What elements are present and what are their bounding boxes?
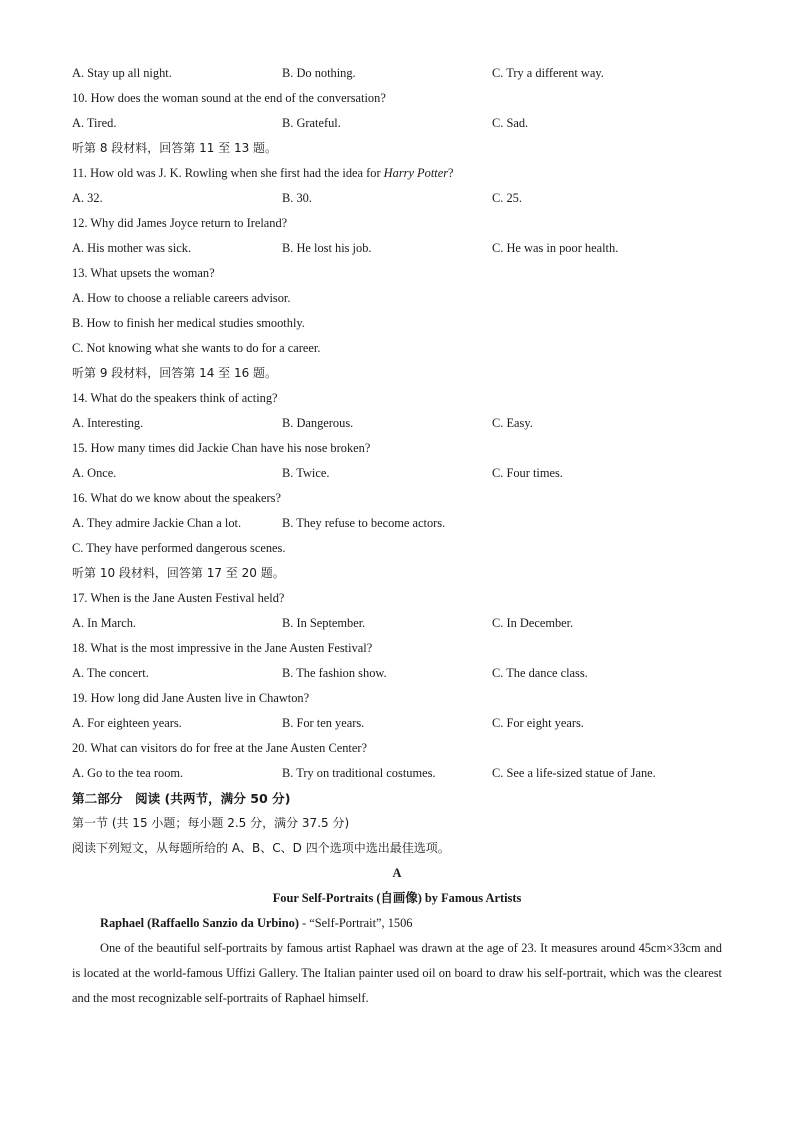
- reading-section-1: 第一节 (共 15 小题；每小题 2.5 分，满分 37.5 分): [72, 816, 350, 830]
- q18-option-c[interactable]: C. The dance class.: [492, 666, 588, 680]
- q9-option-a[interactable]: A. Stay up all night.: [72, 66, 172, 80]
- q15-option-b[interactable]: B. Twice.: [282, 466, 330, 480]
- material-10-instruction: 听第 10 段材料，回答第 17 至 20 题。: [72, 566, 285, 580]
- q13-option-b[interactable]: B. How to finish her medical studies smoothly.: [72, 316, 305, 330]
- q15-option-c[interactable]: C. Four times.: [492, 466, 563, 480]
- q20-option-a[interactable]: A. Go to the tea room.: [72, 766, 184, 780]
- q20-options: [72, 761, 722, 786]
- passage-letter: A: [392, 866, 402, 880]
- q11-book-title: Harry Potter: [383, 166, 449, 180]
- q11-question: [72, 161, 722, 186]
- q9-option-c[interactable]: C. Try a different way.: [492, 66, 604, 80]
- q18-option-b[interactable]: B. The fashion show.: [282, 666, 387, 680]
- q11-option-c[interactable]: C. 25.: [492, 191, 522, 205]
- q17-option-b[interactable]: B. In September.: [282, 616, 366, 630]
- reading-part-title: 第二部分 阅读 (共两节，满分 50 分): [72, 791, 291, 806]
- q17-question: 17. When is the Jane Austen Festival held?: [72, 591, 285, 605]
- q10-option-c[interactable]: C. Sad.: [492, 116, 529, 130]
- q18-option-a[interactable]: A. The concert.: [72, 666, 149, 680]
- q16-option-c[interactable]: C. They have performed dangerous scenes.: [72, 541, 286, 555]
- q13-option-c[interactable]: C. Not knowing what she wants to do for a career.: [72, 341, 321, 355]
- exam-page: [72, 61, 722, 1011]
- q19-option-a[interactable]: A. For eighteen years.: [72, 716, 182, 730]
- q15-options: [72, 461, 722, 486]
- q13-option-a[interactable]: A. How to choose a reliable careers advisor.: [72, 291, 291, 305]
- q9-option-b[interactable]: B. Do nothing.: [282, 66, 356, 80]
- q17-option-a[interactable]: A. In March.: [72, 616, 136, 630]
- q12-option-b[interactable]: B. He lost his job.: [282, 241, 372, 255]
- q12-option-a[interactable]: A. His mother was sick.: [72, 241, 192, 255]
- q19-option-c[interactable]: C. For eight years.: [492, 716, 584, 730]
- q20-option-b[interactable]: B. Try on traditional costumes.: [282, 766, 436, 780]
- q10-option-b[interactable]: B. Grateful.: [282, 116, 341, 130]
- q14-options: [72, 411, 722, 436]
- q13-question: 13. What upsets the woman?: [72, 266, 215, 280]
- q16-question: 16. What do we know about the speakers?: [72, 491, 281, 505]
- q15-option-a[interactable]: A. Once.: [72, 466, 117, 480]
- q12-question: 12. Why did James Joyce return to Ireland?: [72, 216, 288, 230]
- q11-option-b[interactable]: B. 30.: [282, 191, 312, 205]
- artist-heading-line: [72, 911, 722, 936]
- q16-options-ab: [72, 511, 722, 536]
- q11-options: [72, 186, 722, 211]
- q10-options: [72, 111, 722, 136]
- q14-option-a[interactable]: A. Interesting.: [72, 416, 144, 430]
- q20-question: 20. What can visitors do for free at the Jane Austen Center?: [72, 741, 367, 755]
- reading-instruction: 阅读下列短文，从每题所给的 A、B、C、D 四个选项中选出最佳选项。: [72, 841, 450, 855]
- q19-options: [72, 711, 722, 736]
- q17-option-c[interactable]: C. In December.: [492, 616, 574, 630]
- q11-option-a[interactable]: A. 32.: [72, 191, 103, 205]
- q14-question: 14. What do the speakers think of acting?: [72, 391, 278, 405]
- q12-option-c[interactable]: C. He was in poor health.: [492, 241, 619, 255]
- q14-option-b[interactable]: B. Dangerous.: [282, 416, 354, 430]
- artist-subtitle: - “Self-Portrait”, 1506: [298, 916, 413, 930]
- passage-paragraph: One of the beautiful self-portraits by famous artist Raphael was drawn at the age of 23. It measures around 45cm×33cm and is located at the world-famous Uffizi Gallery. The Italian painter used oil on board to draw his self-portrait, which was the clearest and the most recognizable self-portraits of Raphael himself.: [72, 941, 722, 1005]
- q9-options: [72, 61, 722, 86]
- q14-option-c[interactable]: C. Easy.: [492, 416, 533, 430]
- q19-question: 19. How long did Jane Austen live in Chawton?: [72, 691, 310, 705]
- q11-question-prefix: 11. How old was J. K. Rowling when she first had the idea for: [72, 166, 384, 180]
- material-8-instruction: 听第 8 段材料，回答第 11 至 13 题。: [72, 141, 278, 155]
- q15-question: 15. How many times did Jackie Chan have his nose broken?: [72, 441, 371, 455]
- q16-option-b[interactable]: B. They refuse to become actors.: [282, 516, 446, 530]
- q17-options: [72, 611, 722, 636]
- material-9-instruction: 听第 9 段材料，回答第 14 至 16 题。: [72, 366, 278, 380]
- q10-option-a[interactable]: A. Tired.: [72, 116, 117, 130]
- q18-question: 18. What is the most impressive in the Jane Austen Festival?: [72, 641, 373, 655]
- q18-options: [72, 661, 722, 686]
- passage-title: Four Self-Portraits (自画像) by Famous Artists: [272, 891, 522, 905]
- q10-question: 10. How does the woman sound at the end of the conversation?: [72, 91, 386, 105]
- q20-option-c[interactable]: C. See a life-sized statue of Jane.: [492, 766, 656, 780]
- q19-option-b[interactable]: B. For ten years.: [282, 716, 365, 730]
- artist-heading: Raphael (Raffaello Sanzio da Urbino): [100, 916, 299, 930]
- q16-option-a[interactable]: A. They admire Jackie Chan a lot.: [72, 516, 242, 530]
- q12-options: [72, 236, 722, 261]
- q11-question-suffix: ?: [448, 166, 454, 180]
